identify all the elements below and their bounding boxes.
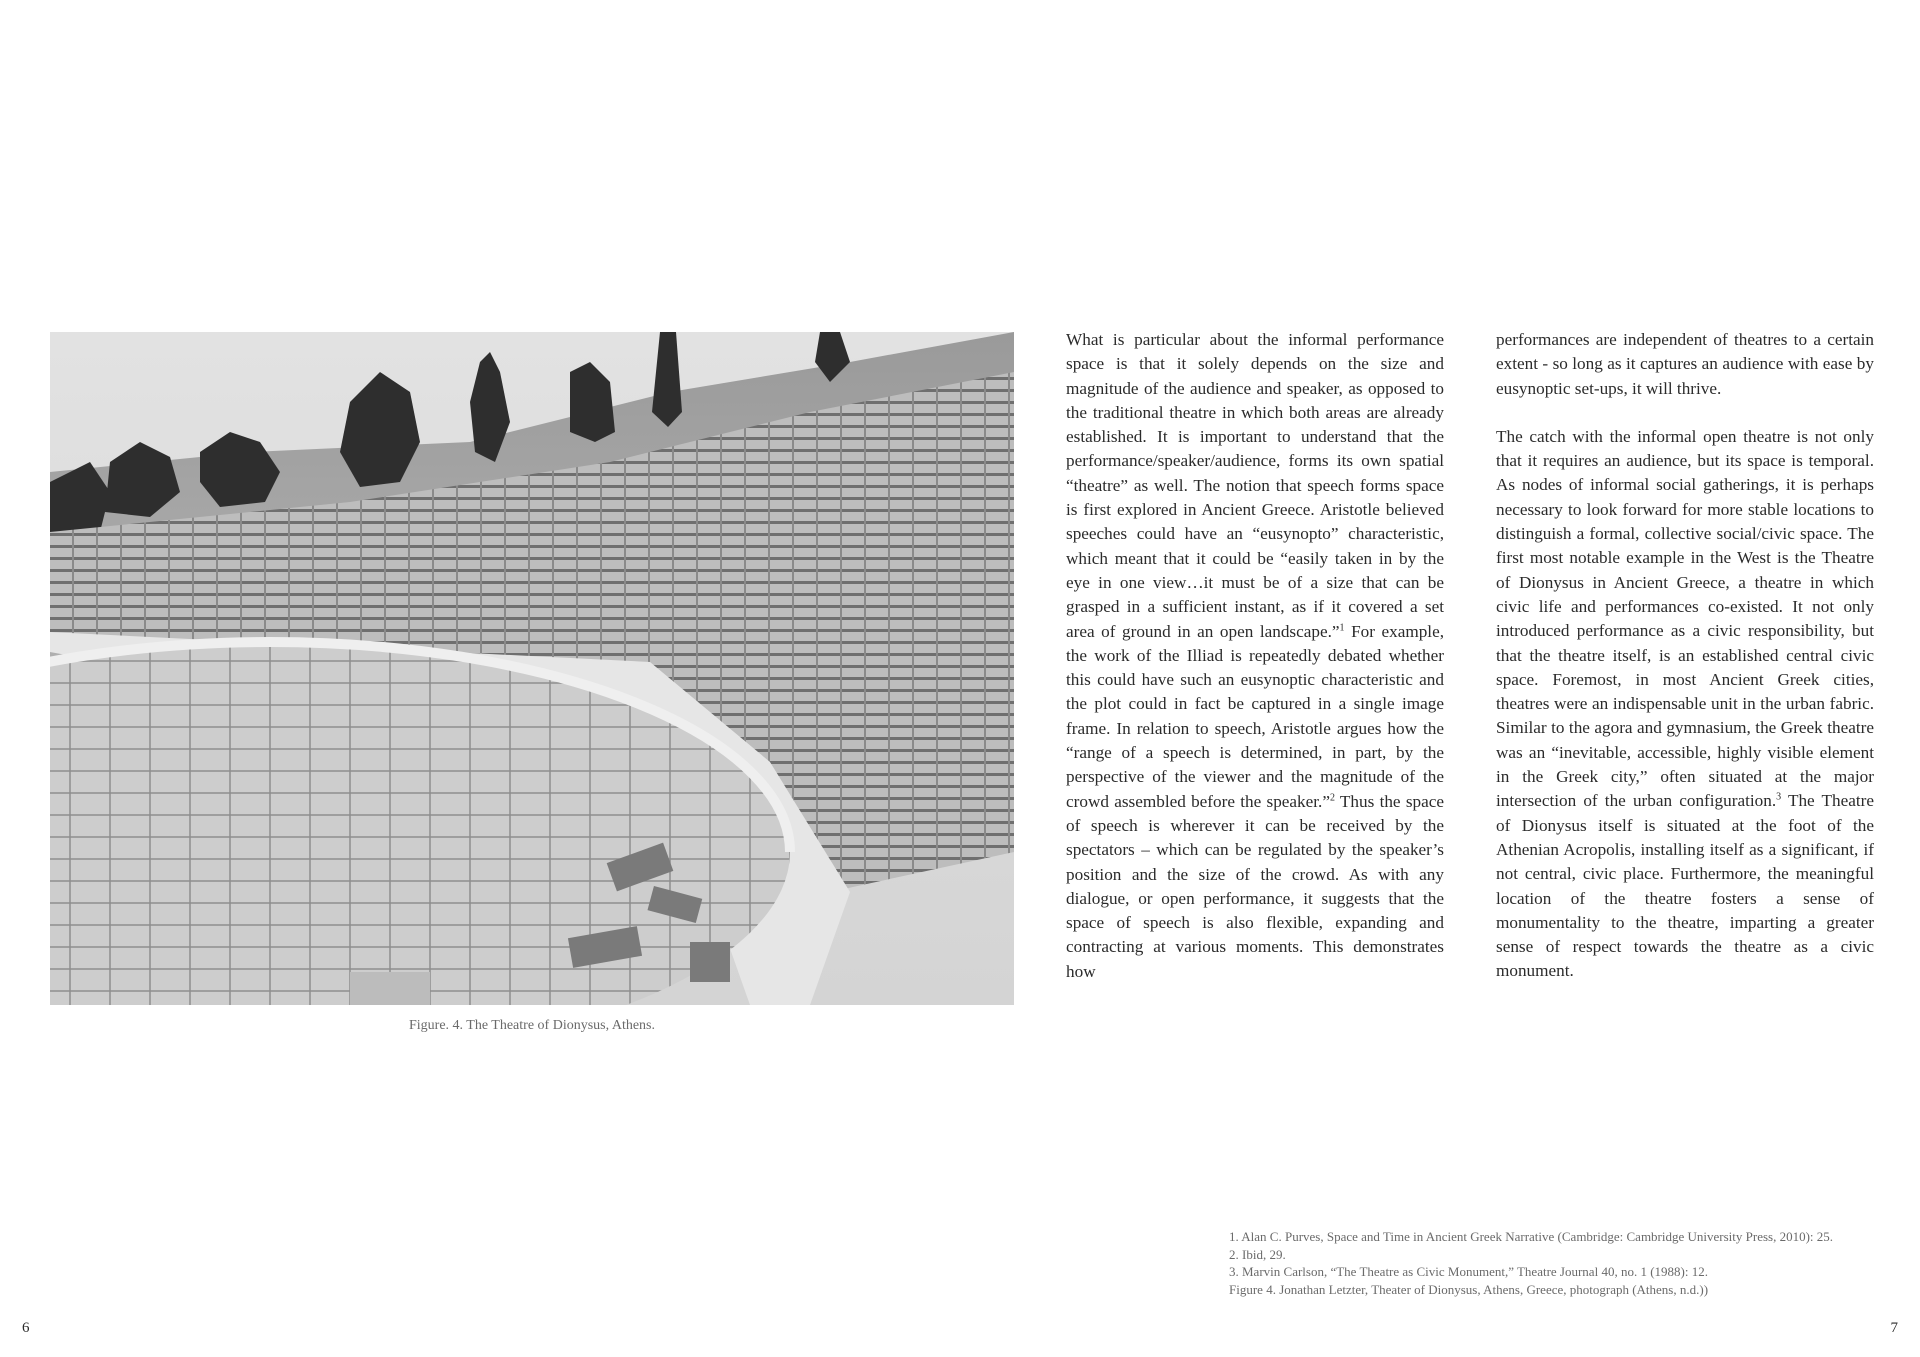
paragraph: performances are independent of theatres to a certain extent - so long as it captures an audience with ease by eusynoptic set-ups, it will thrive.	[1496, 330, 1874, 398]
page-number-left: 6	[22, 1320, 30, 1336]
theatre-photograph-illustration	[50, 332, 1014, 1005]
footnote: 3. Marvin Carlson, “The Theatre as Civic Monument,” Theatre Journal 40, no. 1 (1988): 12.	[1229, 1264, 1708, 1279]
footnote-ref[interactable]: 1	[1339, 621, 1345, 633]
footnote: Figure 4. Jonathan Letzter, Theater of Dionysus, Athens, Greece, photograph (Athens, n.d.))	[1229, 1281, 1709, 1297]
footnotes	[1229, 1228, 1879, 1298]
paragraph: What is particular about the informal performance space is that it solely depends on the size and magnitude of the audience and speaker, as opposed to the traditional theatre in which both areas are already established. It is important to understand that the performance/speaker/audience, forms its own spatial “theatre” as well. The notion that speech forms space is first explored in Ancient Greece. Aristotle believed speeches could have an “eusynopto” characteristic, which meant that it could be “easily taken in by the eye in one view…it must be of a size that can be grasped in a sufficient instant, as if it covered a set area of ground in an open landscape.”$^1$ For example, the work of the Illiad is repeatedly debated whether this could have such an eusynoptic characteristic and the plot could in fact be captured in a single image frame. In relation to speech, Aristotle argues how the “range of a speech is determined, in part, by the perspective of the viewer and the magnitude of the crowd assembled before the speaker.”$^2$ Thus the space of speech is wherever it can be received by the spectators – which can be regulated by the speaker’s position and the size of the crowd. As with any dialogue, or open performance, it suggests that the space of speech is also flexible, expanding and contracting at various moments. This demonstrates how	[1066, 330, 1444, 981]
text-column-right	[1496, 328, 1874, 984]
footnote-ref[interactable]: 2	[1329, 791, 1335, 803]
page-number-right: 7	[1890, 1320, 1898, 1336]
theatre-photograph	[50, 332, 1014, 1005]
paragraph: The catch with the informal open theatre is not only that it requires an audience, but its space is temporal. As nodes of informal social gatherings, it is perhaps necessary to look forward for more stable locations to distinguish a formal, collective social/civic space. The first most notable example in the West is the Theatre of Dionysus in Ancient Greece, a theatre in which civic life and performances co-existed. It not only introduced performance as a civic responsibility, but that the theatre itself, is an established central civic space. Foremost, in most Ancient Greek cities, theatres were an indispensable unit in the urban fabric. Similar to the agora and gymnasium, the Greek theatre was an “inevitable, accessible, highly visible element in the Greek city,” often situated at the major intersection of the urban configuration.$^3$ The Theatre of Dionysus itself is situated at the foot of the Athenian Acropolis, installing itself as a significant, if not central, civic place. Furthermore, the meaningful location of the theatre fosters a sense of monumentality to the theatre, imparting a greater sense of respect towards the theatre as a civic monument.	[1496, 426, 1874, 981]
footnote: 2. Ibid, 29.	[1229, 1246, 1286, 1262]
figure-caption: Figure. 4. The Theatre of Dionysus, Athens.	[408, 1018, 655, 1033]
text-column-left	[1066, 328, 1444, 984]
footnote: 1. Alan C. Purves, Space and Time in Ancient Greek Narrative (Cambridge: Cambridge University Press, 2010): 25.	[1229, 1229, 1834, 1244]
footnote-ref[interactable]: 3	[1776, 791, 1782, 803]
